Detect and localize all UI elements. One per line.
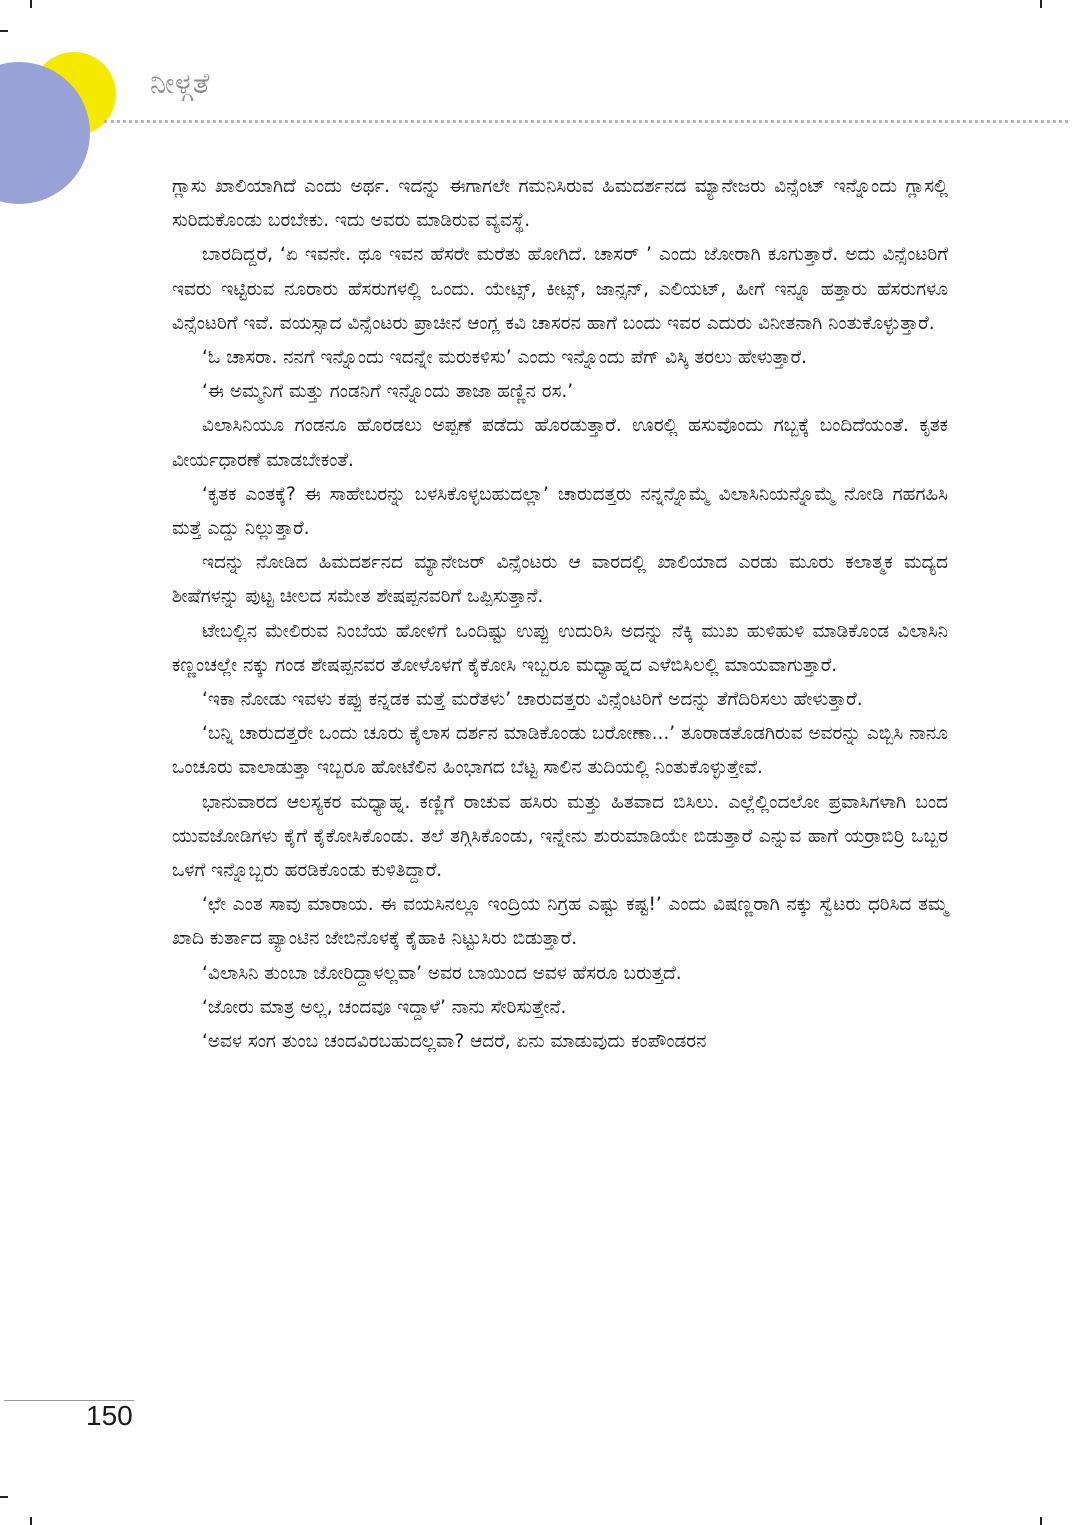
paragraph: ‘ಇಕಾ ನೋಡು ಇವಳು ಕಪ್ಪು ಕನ್ನಡಕ ಮತ್ತೆ ಮರೆತಳು’ ಚಾರುದತ್ತರು ವಿನ್ಸೆಂಟರಿಗೆ ಅದನ್ನು ತೆಗೆದಿರಿಸಲು ಹೇಳುತ್ತಾರೆ.: [202, 689, 863, 711]
crop-mark-left-bottom: [0, 1496, 8, 1498]
body-text: [172, 170, 948, 1059]
page-number: 150: [86, 1400, 133, 1431]
paragraph: ಟೇಬಲ್ಲಿನ ಮೇಲಿರುವ ನಿಂಬೆಯ ಹೋಳಿಗೆ ಒಂದಿಷ್ಟು ಉಪ್ಪು ಉದುರಿಸಿ ಅದನ್ನು ನೆಕ್ಕಿ ಮುಖ ಹುಳಿಹುಳಿ ಮಾಡಿಕೊಂಡ ವಿಲಾಸಿನಿ ಕಣ್ಣಂಚಲ್ಲೇ ನಕ್ಕು ಗಂಡ ಶೇಷಪ್ಪನವರ ತೋಳೊಳಗೆ ಕೈಕೋಸಿ ಇಬ್ಬರೂ ಮಧ್ಯಾಹ್ನದ ಎಳೆಬಿಸಿಲಲ್ಲಿ ಮಾಯವಾಗುತ್ತಾರೆ.: [172, 620, 948, 676]
running-header-title: ನೀಳ್ಗತೆ: [150, 66, 210, 100]
header-dotted-rule: [104, 120, 1068, 123]
paragraph: ವಿಲಾಸಿನಿಯೂ ಗಂಡನೂ ಹೊರಡಲು ಅಪ್ಪಣೆ ಪಡೆದು ಹೊರಡುತ್ತಾರೆ. ಊರಲ್ಲಿ ಹಸುವೊಂದು ಗಬ್ಬಕ್ಕೆ ಬಂದಿದೆಯಂತೆ. ಕೃತಕ ವೀರ್ಯಧಾರಣೆ ಮಾಡಬೇಕಂತೆ.: [172, 415, 948, 471]
paragraph: ‘ಈ ಅಮ್ಮನಿಗೆ ಮತ್ತು ಗಂಡನಿಗೆ ಇನ್ನೊಂದು ತಾಜಾ ಹಣ್ಣಿನ ರಸ.’: [202, 381, 574, 403]
paragraph: ‘ಛೇ ಎಂತ ಸಾವು ಮಾರಾಯ. ಈ ವಯಸಿನಲ್ಲೂ ಇಂದ್ರಿಯ ನಿಗ್ರಹ ಎಷ್ಟು ಕಷ್ಟ!’ ಎಂದು ವಿಷಣ್ಣರಾಗಿ ನಕ್ಕು ಸ್ವೆಟರು ಧರಿಸಿದ ತಮ್ಮ ಖಾದಿ ಕುರ್ತಾದ ಪ್ಯಾಂಟಿನ ಜೇಬಿನೊಳಕ್ಕೆ ಕೈಹಾಕಿ ನಿಟ್ಟುಸಿರು ಬಿಡುತ್ತಾರೆ.: [172, 894, 948, 950]
crop-mark-left-top: [0, 30, 8, 32]
crop-mark-top-right: [1040, 0, 1042, 8]
paragraph: ಭಾನುವಾರದ ಆಲಸ್ಯಕರ ಮಧ್ಯಾಹ್ನ. ಕಣ್ಣಿಗೆ ರಾಚುವ ಹಸಿರು ಮತ್ತು ಹಿತವಾದ ಬಿಸಿಲು. ಎಲ್ಲೆಲ್ಲಿಂದಲೋ ಪ್ರವಾಸಿಗಳಾಗಿ ಬಂದ ಯುವಜೋಡಿಗಳು ಕೈಗೆ ಕೈಕೋಸಿಕೊಂಡು. ತಲೆ ತಗ್ಗಿಸಿಕೊಂಡು, ಇನ್ನೇನು ಶುರುಮಾಡಿಯೇ ಬಿಡುತ್ತಾರೆ ಎನ್ನುವ ಹಾಗೆ ಯರ್ರಾಬಿರ್ರಿ ಒಬ್ಬರ ಒಳಗೆ ಇನ್ನೊಬ್ಬರು ಹರಡಿಕೊಂಡು ಕುಳಿತಿದ್ದಾರೆ.: [172, 791, 948, 882]
paragraph: ‘ಅವಳ ಸಂಗ ತುಂಬ ಚಂದವಿರಬಹುದಲ್ಲವಾ? ಆದರೆ, ಏನು ಮಾಡುವುದು ಕಂಪೌಂಡರನ: [202, 1031, 707, 1053]
paragraph: ‘ವಿಲಾಸಿನಿ ತುಂಬಾ ಜೋರಿದ್ದಾಳಲ್ಲವಾ’ ಅವರ ಬಾಯಿಂದ ಅವಳ ಹೆಸರೂ ಬರುತ್ತದೆ.: [202, 962, 682, 984]
paragraph: ಗ್ಲಾಸು ಖಾಲಿಯಾಗಿದೆ ಎಂದು ಅರ್ಥ. ಇದನ್ನು ಈಗಾಗಲೇ ಗಮನಿಸಿರುವ ಹಿಮದರ್ಶನದ ಮ್ಯಾನೇಜರು ವಿನ್ಸೆಂಟ್ ಇನ್ನೊಂದು ಗ್ಲಾಸಲ್ಲಿ ಸುರಿದುಕೊಂಡು ಬರಬೇಕು. ಇದು ಅವರು ಮಾಡಿರುವ ವ್ಯವಸ್ಥೆ.: [172, 176, 948, 232]
paragraph: ‘ಕೃತಕ ಎಂತಕ್ಕೆ? ಈ ಸಾಹೇಬರನ್ನು ಬಳಸಿಕೊಳ್ಳಬಹುದಲ್ಲಾ’ ಚಾರುದತ್ತರು ನನ್ನನ್ನೊಮ್ಮೆ ವಿಲಾಸಿನಿಯನ್ನೊಮ್ಮೆ ನೋಡಿ ಗಹಗಹಿಸಿ ಮತ್ತೆ ಎದ್ದು ನಿಲ್ಲುತ್ತಾರೆ.: [172, 483, 948, 540]
crop-mark-bottom-right: [1040, 1517, 1042, 1525]
paragraph: ಬಾರದಿದ್ದರೆ, ‘ಏ ಇವನೇ. ಥೂ ಇವನ ಹೆಸರೇ ಮರೆತು ಹೋಗಿದೆ. ಚಾಸರ್ ’ ಎಂದು ಜೋರಾಗಿ ಕೂಗುತ್ತಾರೆ. ಅದು ವಿನ್ಸೆಂಟರಿಗೆ ಇವರು ಇಟ್ಟಿರುವ ನೂರಾರು ಹೆಸರುಗಳಲ್ಲಿ ಒಂದು. ಯೇಟ್ಸ್, ಕೀಟ್ಸ್, ಜಾನ್ಸನ್, ಎಲಿಯಟ್, ಹೀಗೆ ಇನ್ನೂ ಹತ್ತಾರು ಹೆಸರುಗಳೂ ವಿನ್ಸೆಂಟರಿಗೆ ಇವೆ. ವಯಸ್ಸಾದ ವಿನ್ಸೆಂಟರು ಪ್ರಾಚೀನ ಆಂಗ್ಲ ಕವಿ ಚಾಸರನ ಹಾಗೆ ಬಂದು ಇವರ ಎದುರು ವಿನೀತನಾಗಿ ನಿಂತುಕೊಳ್ಳುತ್ತಾರೆ.: [172, 244, 948, 334]
paragraph: ‘ಓ ಚಾಸರಾ. ನನಗೆ ಇನ್ನೊಂದು ಇದನ್ನೇ ಮರುಕಳಿಸು’ ಎಂದು ಇನ್ನೊಂದು ಪೆಗ್ ವಿಸ್ಕಿ ತರಲು ಹೇಳುತ್ತಾರೆ.: [202, 347, 807, 369]
paragraph: ಇದನ್ನು ನೋಡಿದ ಹಿಮದರ್ಶನದ ಮ್ಯಾನೇಜರ್ ವಿನ್ಸೆಂಟರು ಆ ವಾರದಲ್ಲಿ ಖಾಲಿಯಾದ ಎರಡು ಮೂರು ಕಲಾತ್ಮಕ ಮದ್ಯದ ಶೀಷೆಗಳನ್ನು ಪುಟ್ಟ ಚೀಲದ ಸಮೇತ ಶೇಷಪ್ಪನವರಿಗೆ ಒಪ್ಪಿಸುತ್ತಾನೆ.: [172, 552, 948, 608]
paragraph: ‘ಜೋರು ಮಾತ್ರ ಅಲ್ಲ, ಚಂದವೂ ಇದ್ದಾಳೆ’ ನಾನು ಸೇರಿಸುತ್ತೇನೆ.: [202, 996, 567, 1018]
crop-mark-top-left: [30, 0, 32, 8]
crop-mark-bottom-left: [30, 1517, 32, 1525]
paragraph: ‘ಬನ್ನಿ ಚಾರುದತ್ತರೇ ಒಂದು ಚೂರು ಕೈಲಾಸ ದರ್ಶನ ಮಾಡಿಕೊಂಡು ಬರೋಣಾ...’ ತೂರಾಡತೊಡಗಿರುವ ಅವರನ್ನು ಎಬ್ಬಿಸಿ ನಾನೂ ಒಂಚೂರು ವಾಲಾಡುತ್ತಾ ಇಬ್ಬರೂ ಹೋಟೆಲಿನ ಹಿಂಭಾಗದ ಬೆಟ್ಟ ಸಾಲಿನ ತುದಿಯಲ್ಲಿ ನಿಂತುಕೊಳ್ಳುತ್ತೇವೆ.: [172, 723, 948, 779]
